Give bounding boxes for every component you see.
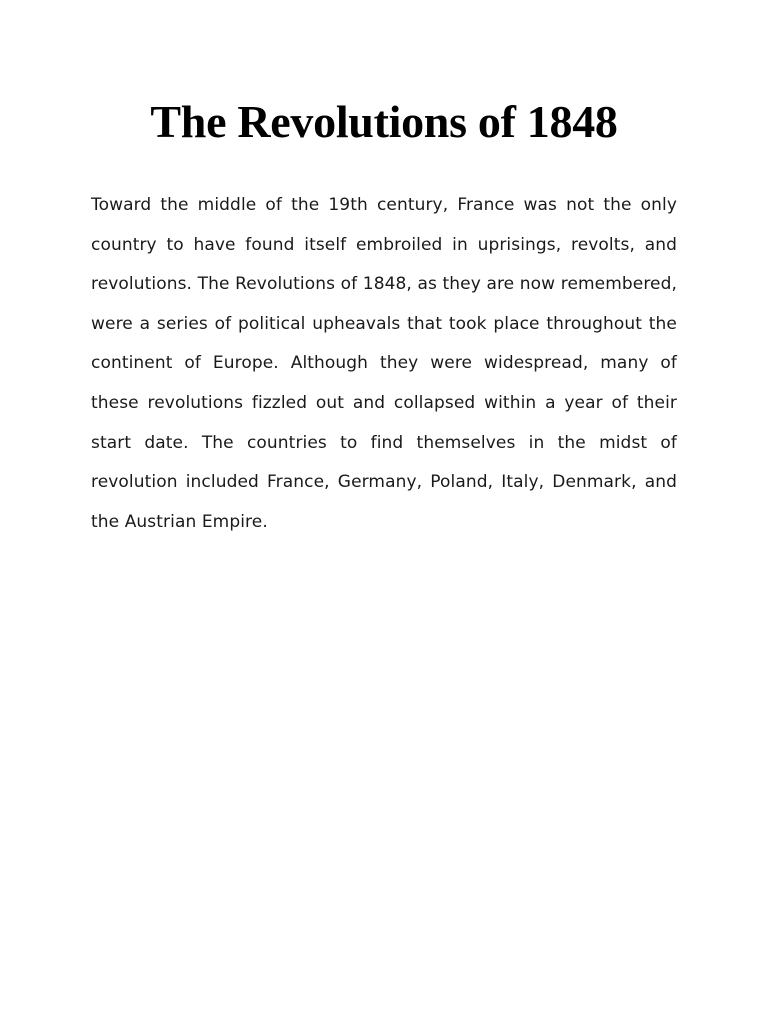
body-paragraph: Toward the middle of the 19th century, France was not the only country to have found itself embroiled in uprisings, revolts, and revolutions. The Revolutions of 1848, as they are now remembered, were a series of political upheavals that took place throughout the continent of Europe. Although they were widespread, many of these revolutions fizzled out and collapsed within a year of their start date. The countries to find themselves in the midst of revolution included France, Germany, Poland, Italy, Denmark, and the Austrian Empire.	[91, 195, 677, 532]
document-title: The Revolutions of 1848	[150, 96, 618, 147]
